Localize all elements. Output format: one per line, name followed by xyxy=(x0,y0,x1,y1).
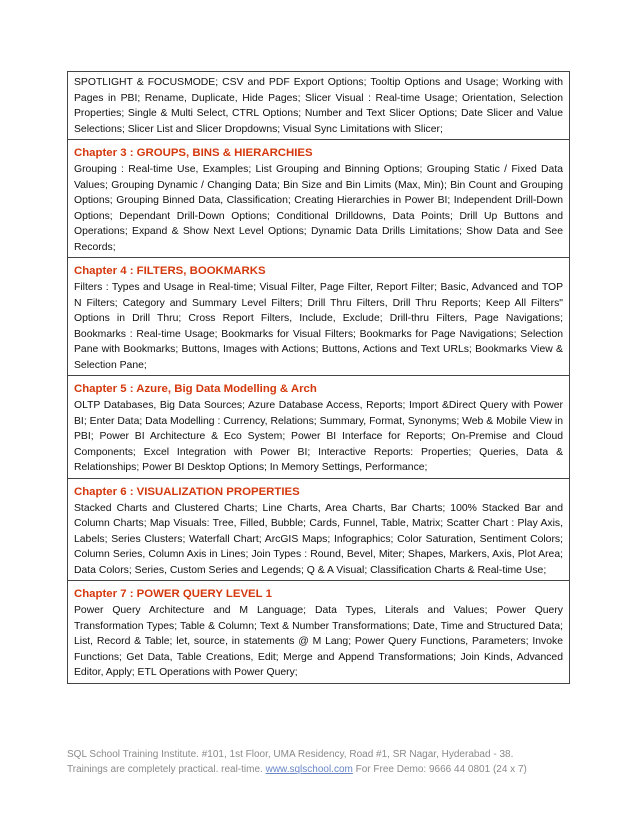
chapter-title: Chapter 6 : VISUALIZATION PROPERTIES xyxy=(74,485,300,498)
section-cell-2 xyxy=(68,140,569,258)
footer-tagline: Trainings are completely practical. real-time. xyxy=(67,764,263,775)
section-body: Filters : Types and Usage in Real-time; Visual Filter, Page Filter, Report Filter; Basic, Advanced and TOP N Filters; Category and Summary Level Filters; Drill Thru Filters, Drill Thru Reports; Keep All Filters" Options in Drill Thru; Cross Report Filters, Include, Exclude; Drill-thru Filters, Page Navigations; Bookmarks : Real-time Usage; Bookmarks for Visual Filters; Bookmarks for Page Navigations; Selection Pane with Bookmarks; Buttons, Images with Actions; Buttons, Actions and Text URLs; Bookmarks View & Selection Pane; xyxy=(74,282,563,371)
section-cell-3 xyxy=(68,258,569,376)
footer-address: SQL School Training Institute. #101, 1st Floor, UMA Residency, Road #1, SR Nagar, Hyderabad - 38. xyxy=(67,749,514,760)
section-body: Stacked Charts and Clustered Charts; Line Charts, Area Charts, Bar Charts; 100% Stacked Bar and Column Charts; Map Visuals: Tree, Filled, Bubble; Cards, Funnel, Table, Matrix; Scatter Chart : Play Axis, Labels; Series Clusters; Waterfall Chart; ArcGIS Maps; Infographics; Color Saturation, Sentiment Colors; Column Series, Column Axis in Lines; Join Types : Round, Bevel, Miter; Shapes, Markers, Axis, Plot Area; Data Colors; Series, Custom Series and Legends; Q & A Visual; Classification Charts & Real-time Use; xyxy=(74,502,563,576)
footer-demo-phone: For Free Demo: 9666 44 0801 (24 x 7) xyxy=(352,764,527,775)
chapter-title: Chapter 3 : GROUPS, BINS & HIERARCHIES xyxy=(74,147,313,159)
section-body: Power Query Architecture and M Language; Data Types, Literals and Values; Power Query Transformation Types; Table & Column; Text & Number Transformations; Date, Time and Structured Data; List, Record & Table; let, source, in statements @ M Lang; Power Query Functions, Parameters; Invoke Functions; Get Data, Table Creations, Edit; Merge and Append Transformations; Join Kinds, Advanced Editor, Apply; ETL Operations with Power Query; xyxy=(74,605,563,678)
section-cell-5 xyxy=(68,479,569,582)
website-link[interactable]: www.sqlschool.com xyxy=(265,764,353,775)
section-body: OLTP Databases, Big Data Sources; Azure Database Access, Reports; Import &Direct Query with Power BI; Enter Data; Data Modelling : Currency, Relations; Summary, Format, Synonyms; Web & Mobile View in PBI; Power BI Architecture & Eco System; Power BI Interface for Reports; On-Premise and Cloud Components; Excel Integration with Power BI; Interactive Reports: Properties; Queries, Data & Relationships; Power BI Desktop Options; In Memory Settings, Performance; xyxy=(74,400,563,473)
section-body: Grouping : Real-time Use, Examples; List Grouping and Binning Options; Grouping Static / Fixed Data Values; Grouping Dynamic / Changing Data; Bin Size and Bin Limits (Max, Min); Bin Count and Grouping Options; Grouping Binned Data, Classification; Creating Hierarchies in Power BI; Independent Drill-Down Options; Dependant Drill-Down Options; Conditional Drilldowns, Data Points; Drill Up Buttons and Operations; Expand & Show Next Level Options; Dynamic Data Drills Limitations; Show Data and See Records; xyxy=(74,164,563,253)
page-footer xyxy=(67,747,587,777)
footer-contact xyxy=(67,762,587,777)
syllabus-table xyxy=(67,71,570,684)
chapter-title: Chapter 5 : Azure, Big Data Modelling & Arch xyxy=(74,383,317,395)
section-cell-1 xyxy=(68,72,569,140)
chapter-title: Chapter 4 : FILTERS, BOOKMARKS xyxy=(74,265,266,277)
chapter-title: Chapter 7 : POWER QUERY LEVEL 1 xyxy=(74,588,272,600)
section-cell-6 xyxy=(68,581,569,684)
section-body: SPOTLIGHT & FOCUSMODE; CSV and PDF Export Options; Tooltip Options and Usage; Working with Pages in PBI; Rename, Duplicate, Hide Pages; Slicer Visual : Real-time Usage; Orientation, Selection Properties; Single & Multi Select, CTRL Options; Number and Text Slicer Options; Date Slicer and Value Selections; Slicer List and Slicer Dropdowns; Visual Sync Limitations with Slicer; xyxy=(74,77,563,135)
section-cell-4 xyxy=(68,376,569,479)
